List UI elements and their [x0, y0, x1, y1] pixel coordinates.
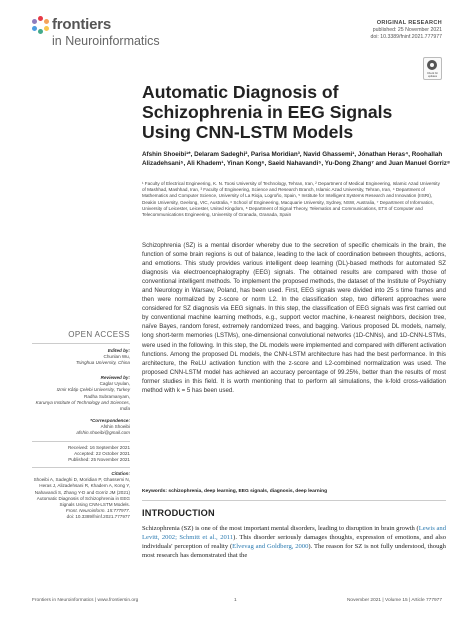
- page-number: 1: [234, 598, 237, 603]
- affiliations: ¹ Faculty of Electrical Engineering, K. N. Toosi University of Technology, Tehran, Iran, ² Department of Medical Engineering, Islamic Azad University of Mashhad, Mashhad, Iran, ³ Faculty of Engineering, Science and Research Branch, Islamic Azad University, Tehran, Iran, ⁴ Department of Mathematics and Computer Science, University of La Rioja, Logroño, Spain, ⁵ Institute for Intelligent Systems Research and Innovation (IISRI), Deakin University, Geelong, VIC, Australia, ⁶ School of Engineering, Macquarie University, Sydney, NSW, Australia, ⁷ Department of Informatics, University of Leicester, Leicester, United Kingdom, ⁸ Department of Signal Theory, Telematics and Communications, ETS of Computer and Telecommunications Engineering, University of Granada, Granada, Spain: [142, 181, 440, 218]
- reviewer-name: Caglar Uyulan,: [99, 381, 130, 387]
- badge-label: Check for updates: [426, 72, 439, 78]
- citation-block: [32, 471, 130, 521]
- intro-text-2: ). This disorder seriously damages thoughts, expression of emotions, and also individuals' perception of reality (: [142, 534, 446, 551]
- citation-link[interactable]: Elvevag and Goldberg, 2000: [232, 543, 309, 551]
- author-list: Afshin Shoeibi¹*, Delaram Sadeghi², Parisa Moridian³, Navid Ghassemi¹, Jónathan Heras⁴, Roohallah Alizadehsani⁵, Ali Khadem¹, Yinan Kong⁶, Saeid Nahavandi⁵, Yu-Dong Zhang⁷ and Juan Manuel Gorriz⁸: [142, 151, 450, 167]
- citation-link[interactable]: Lewis and Levitt, 2002; Schmitt et al., 2011: [142, 525, 446, 542]
- citation-journal: Front. Neuroinform. 15:777977.: [65, 508, 130, 514]
- dates-block: [32, 445, 130, 464]
- abstract: Schizophrenia (SZ) is a mental disorder whereby due to the secretion of specific chemicals in the brain, the function of some brain regions is out of balance, leading to the lack of coordination between thoughts, actions, and emotions. This study provides various intelligent deep learning (DL)-based methods for automated SZ diagnosis via electroencephalography (EEG) signals. The obtained results are compared with those of conventional intelligent methods. To implement the proposed methods, the dataset of the Institute of Psychiatry and Neurology in Warsaw, Poland, has been used. First, EEG signals were divided into 25 s time frames and then were normalized by z-score or norm L2. In the classification step, two different approaches were considered for SZ diagnosis via EEG signals. In this step, the classification of EEG signals was first carried out by conventional machine learning methods, e.g., support vector machine, k-nearest neighbors, decision tree, naïve Bayes, random forest, extremely randomized trees, and bagging. Various proposed DL models, namely, long short-term memories (LSTMs), one-dimensional convolutional networks (1D-CNNs), and 1D-CNN-LSTMs, were used in the following. In this step, the DL models were implemented and compared with different activation functions. Among the proposed DL models, the CNN-LSTM architecture has had the best performance. In this architecture, the ReLU activation function with the z-score and L2-combined normalization was used. The proposed CNN-LSTM model has achieved an accuracy percentage of 99.25%, better than the results of most former studies in this field. It is worth mentioning that to perform all simulations, the k-fold cross-validation method with k = 5 has been used.: [142, 242, 446, 394]
- footer-journal[interactable]: Frontiers in Neuroinformatics | www.frontiersin.org: [32, 598, 139, 603]
- correspondence-email[interactable]: afshin.shoeibi@gmail.com: [76, 430, 130, 436]
- logo-dot: [32, 26, 37, 31]
- article-header: [370, 20, 442, 41]
- correspondence-block: [32, 418, 130, 437]
- reviewer-name: Radha Subramanyam,: [84, 393, 130, 399]
- citation-text: Shoeibi A, Sadeghi D, Moridian P, Ghassemi N, Heras J, Alizadehsani R, Khadem A, Kong Y, Nahavandi S, Zhang Y-D and Gorriz JM (2021) Automatic Diagnosis of Schizophrenia in EEG Signals Using CNN-LSTM Models.: [33, 477, 130, 508]
- edited-by-block: [32, 348, 130, 367]
- sidebar-divider: [32, 441, 130, 442]
- journal-subtitle: in Neuroinformatics: [52, 34, 160, 48]
- frontiers-logo-icon: [32, 16, 50, 34]
- logo-dot: [44, 26, 49, 31]
- journal-brand: frontiers: [52, 16, 112, 33]
- citation-doi[interactable]: doi: 10.3389/fninf.2021.777977: [66, 514, 130, 520]
- check-for-updates-icon: [427, 60, 437, 70]
- logo-dot: [38, 29, 43, 34]
- sidebar-divider: [32, 343, 130, 344]
- footer-volume: November 2021 | Volume 15 | Article 777977: [346, 598, 442, 603]
- check-for-updates-badge[interactable]: [423, 57, 442, 80]
- sidebar-divider: [32, 467, 130, 468]
- published-date-sidebar: Published: 25 November 2021: [68, 457, 130, 463]
- open-access-label: OPEN ACCESS: [68, 330, 130, 339]
- reviewed-by-block: [32, 375, 130, 412]
- article-type: ORIGINAL RESEARCH: [376, 20, 442, 26]
- reviewer-affiliation: Karunya Institute of Technology and Sciences, India: [35, 399, 130, 412]
- intro-text-1: Schizophrenia (SZ) is one of the most important mental disorders, leading to disruption in brain growth (: [142, 525, 419, 532]
- citation-label: Citation:: [111, 471, 130, 476]
- article-doi[interactable]: doi: 10.3389/fninf.2021.777977: [370, 34, 442, 40]
- keywords: [142, 489, 446, 494]
- journal-logo[interactable]: [32, 16, 160, 56]
- correspondence-name: Afshin Shoeibi: [100, 424, 130, 430]
- keywords-list: schizophrenia, deep learning, EEG signals, diagnosis, deep learning: [168, 489, 328, 494]
- keywords-label: Keywords:: [142, 489, 168, 494]
- editor-name: Chunlan Wu,: [103, 354, 130, 360]
- editor-affiliation: Tsinghua University, China: [75, 360, 130, 366]
- logo-dot: [38, 16, 43, 21]
- reviewer-affiliation: Izmir Kâtip Çelebi University, Turkey: [56, 387, 130, 393]
- intro-text-3: ). The reason for SZ is not fully understood, though most research has demonstrated that the: [142, 543, 446, 560]
- correspondence-label: *Correspondence:: [90, 418, 130, 423]
- section-divider: [142, 500, 446, 501]
- logo-dot: [32, 19, 37, 24]
- introduction-paragraph: [142, 524, 446, 560]
- introduction-heading: INTRODUCTION: [142, 508, 215, 518]
- logo-dot: [44, 19, 49, 24]
- received-date: Received: 16 September 2021: [67, 445, 130, 450]
- published-date: published: 25 November 2021: [372, 27, 442, 33]
- reviewed-by-label: Reviewed by:: [100, 375, 130, 380]
- edited-by-label: Edited by:: [107, 348, 130, 353]
- article-title: Automatic Diagnosis of Schizophrenia in EEG Signals Using CNN-LSTM Models: [142, 82, 393, 142]
- accepted-date: Accepted: 22 October 2021: [74, 451, 130, 457]
